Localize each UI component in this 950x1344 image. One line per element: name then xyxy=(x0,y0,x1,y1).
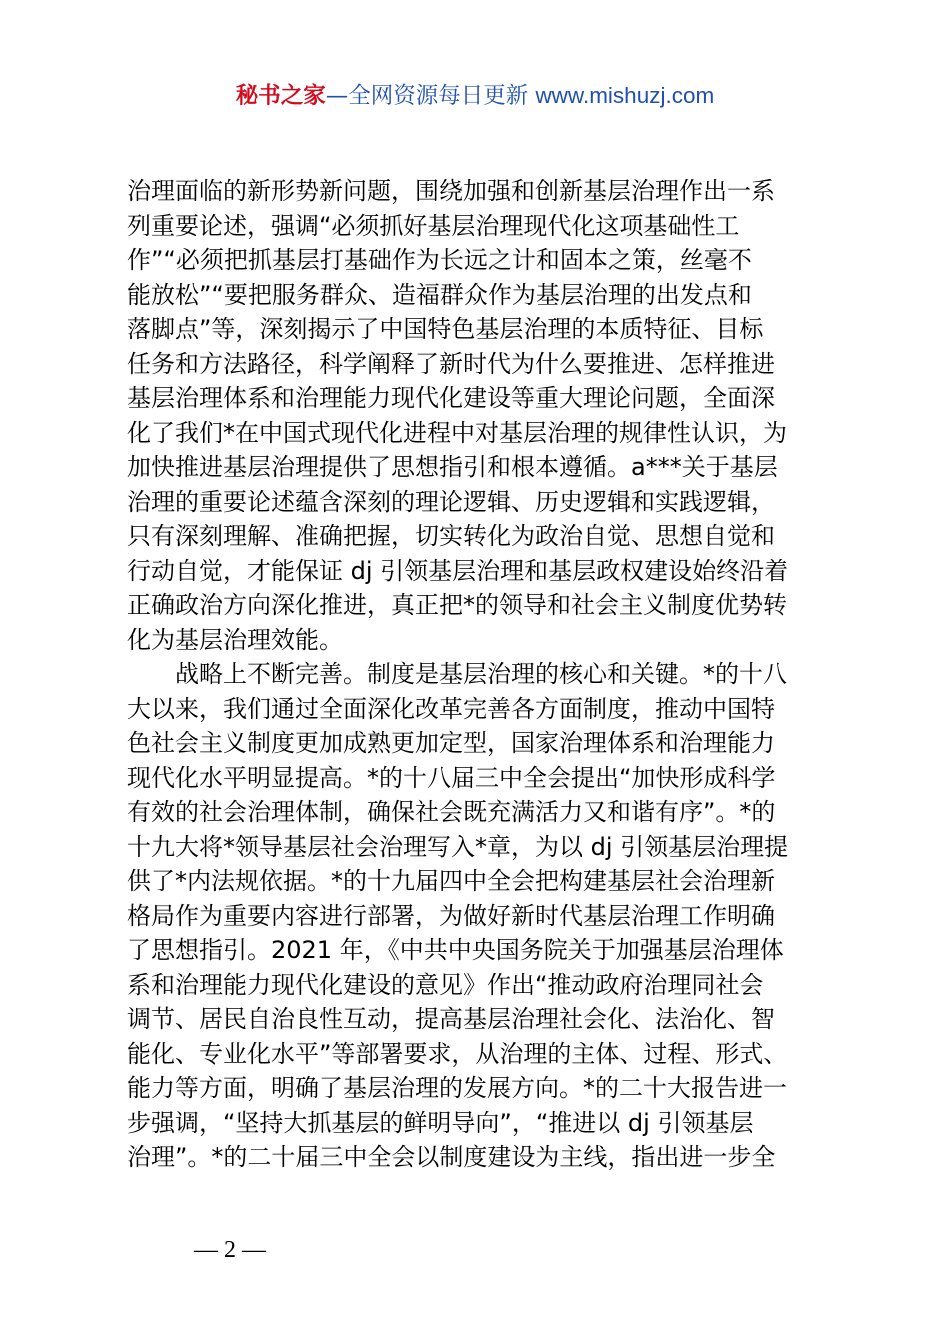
text-line: 基层治理体系和治理能力现代化建设等重大理论问题，全面深 xyxy=(127,384,775,412)
text-line: 任务和方法路径，科学阐释了新时代为什么要推进、怎样推进 xyxy=(127,349,775,378)
text-line: 有效的社会治理体制，确保社会既充满活力又和谐有序”。*的 xyxy=(127,798,776,826)
text-line: 落脚点”等，深刻揭示了中国特色基层治理的本质特征、目标 xyxy=(127,315,764,343)
text-line: 步强调，“坚持大抓基层的鲜明导向”，“推进以 dj 引领基层 xyxy=(127,1108,754,1137)
text-line: 列重要论述，强调“必须抓好基层治理现代化这项基础性工 xyxy=(127,211,740,240)
page-number: — 2 — xyxy=(194,1237,266,1263)
text-line: 能放松”“要把服务群众、造福群众作为基层治理的出发点和 xyxy=(127,280,752,309)
text-line: 了思想指引。2021 年，《中共中央国务院关于加强基层治理体 xyxy=(127,936,784,964)
text-line: 系和治理能力现代化建设的意见》作出“推动政府治理同社会 xyxy=(127,970,764,999)
text-line: 化为基层治理效能。 xyxy=(127,625,343,654)
text-line: 化了我们*在中国式现代化进程中对基层治理的规律性认识，为 xyxy=(127,418,787,447)
text-line: 行动自觉，才能保证 dj 引领基层治理和基层政权建设始终沿着 xyxy=(127,556,789,585)
text-line: 大以来，我们通过全面深化改革完善各方面制度，推动中国特 xyxy=(127,694,775,723)
text-line: 十九大将*领导基层社会治理写入*章，为以 dj 引领基层治理提 xyxy=(127,832,789,861)
site-tagline: —全网资源每日更新 xyxy=(325,83,536,109)
site-header xyxy=(0,80,950,112)
text-line: 格局作为重要内容进行部署，为做好新时代基层治理工作明确 xyxy=(127,901,775,930)
text-line: 加快推进基层治理提供了思想指引和根本遵循。a***关于基层 xyxy=(127,453,778,481)
text-line: 能化、专业化水平”等部署要求，从治理的主体、过程、形式、 xyxy=(127,1039,788,1068)
text-line: 调节、居民自治良性互动，提高基层治理社会化、法治化、智 xyxy=(127,1005,775,1033)
text-line: 正确政治方向深化推进，真正把*的领导和社会主义制度优势转 xyxy=(127,591,787,619)
text-line: 治理的重要论述蕴含深刻的理论逻辑、历史逻辑和实践逻辑， xyxy=(127,487,775,516)
text-line: 现代化水平明显提高。*的十八届三中全会提出“加快形成科学 xyxy=(127,763,776,792)
text-line: 只有深刻理解、准确把握，切实转化为政治自觉、思想自觉和 xyxy=(127,522,775,550)
text-line: 治理面临的新形势新问题，围绕加强和创新基层治理作出一系 xyxy=(127,177,775,205)
document-body xyxy=(127,174,835,1175)
text-line: 作”“必须把抓基层打基础作为长远之计和固本之策，丝毫不 xyxy=(127,246,752,274)
site-brand: 秘书之家 xyxy=(235,83,326,109)
text-line: 能力等方面，明确了基层治理的发展方向。*的二十大报告进一 xyxy=(127,1074,787,1102)
text-line: 治理”。*的二十届三中全会以制度建设为主线，指出进一步全 xyxy=(127,1143,776,1171)
text-line: 色社会主义制度更加成熟更加定型，国家治理体系和治理能力 xyxy=(127,729,775,757)
text-line: 战略上不断完善。制度是基层治理的核心和关键。*的十八 xyxy=(127,660,787,688)
site-url[interactable]: www.mishuzj.com xyxy=(535,83,715,108)
text-line: 供了*内法规依据。*的十九届四中全会把构建基层社会治理新 xyxy=(127,867,775,895)
